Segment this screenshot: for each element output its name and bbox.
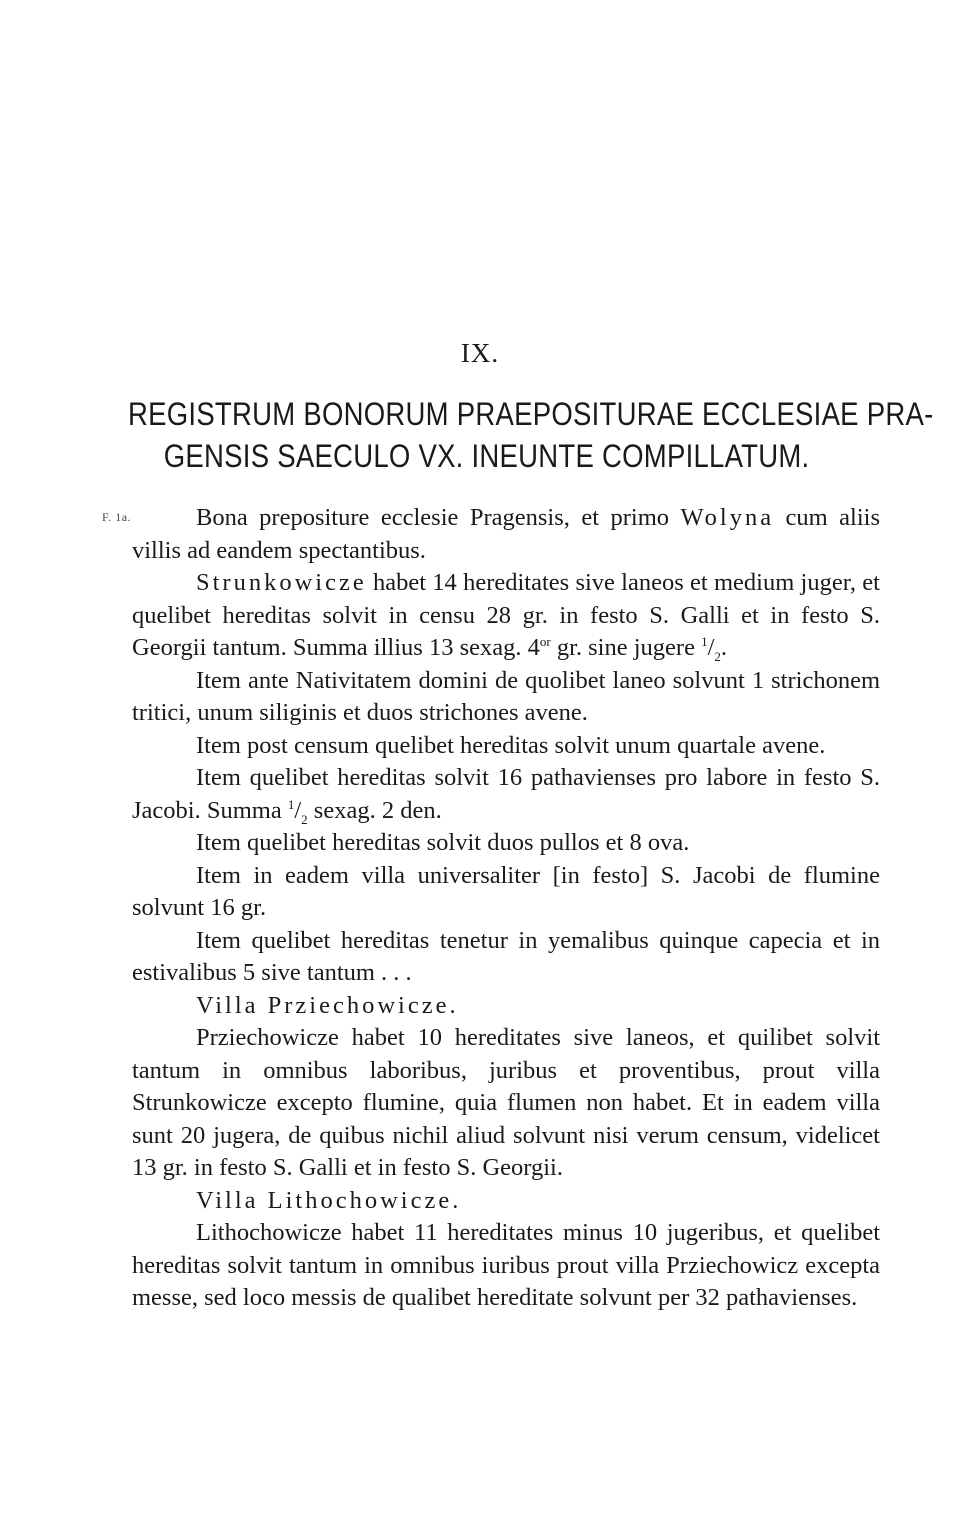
text-run: /: [707, 634, 715, 661]
paragraph: [132, 925, 880, 990]
text-run: Bona prepositure ecclesie Pragensis, et primo: [196, 504, 681, 531]
text-run: Item ante Nativitatem domini de quolibet laneo solvunt 1 strichonem tritici, unum siliginis et duos strichones avene.: [132, 666, 880, 726]
paragraph: [132, 990, 880, 1023]
text-run: Item in eadem villa universaliter [in festo] S. Jacobi de flumine solvunt 16 gr.: [132, 861, 880, 921]
text-run: Item post censum quelibet hereditas solvit unum quartale avene.: [196, 731, 826, 759]
body-text: [132, 502, 880, 1315]
paragraph: [132, 860, 880, 925]
paragraph: [132, 730, 880, 763]
place-name: Wolyna: [680, 504, 775, 531]
paragraph: [132, 567, 880, 665]
place-name: Villa Lithochowicze.: [196, 1186, 462, 1214]
place-name: Strunkowicze: [196, 569, 367, 596]
text-run: gr. sine jugere: [550, 634, 702, 661]
title-line-1: REGISTRUM BONORUM PRAEPOSITURAE ECCLESIAE PRA-: [128, 396, 934, 432]
text-run: /: [294, 796, 302, 824]
text-run: cum aliis villis ad eandem spectantibus.: [132, 504, 880, 564]
title-line-2: GENSIS SAECULO VX. INEUNTE COMPILLATUM.: [163, 438, 810, 474]
text-run: 2: [714, 648, 721, 664]
paragraph: [132, 827, 880, 860]
chapter-number: IX.: [460, 338, 500, 368]
text-run: Prziechowicze habet 10 hereditates sive laneos, et quilibet solvit tantum in omnibus laboribus, juribus et proventibus, prout villa Strunkowicze excepto flumine, quia flumen non habet. Et in eadem villa sunt 20 jugera, de quibus nichil aliud solvunt nisi verum censum, videlicet 13 gr. in festo S. Galli et in festo S. Georgii.: [132, 1024, 880, 1181]
text-run: or: [539, 633, 551, 649]
paragraph: [132, 665, 880, 730]
text-run: 1: [287, 796, 295, 812]
paragraph: [132, 1022, 880, 1185]
text-run: Item quelibet hereditas solvit 16 pathavienses pro labore in festo S. Jacobi. Summa: [132, 764, 880, 824]
paragraph: [132, 1217, 880, 1315]
paragraph: [132, 762, 880, 827]
text-run: sexag. 2 den.: [307, 796, 442, 824]
paragraph: [132, 502, 880, 567]
document-title: [128, 393, 934, 477]
text-run: Lithochowicze habet 11 hereditates minus 10 jugeribus, et quelibet hereditas solvit tantum in omnibus iuribus prout villa Prziechowicz excepta messe, sed loco messis de qualibet hereditate solvunt per 32 pathavienses.: [132, 1219, 880, 1311]
text-run: 1: [701, 633, 708, 649]
text-run: Item quelibet hereditas tenetur in yemalibus quinque capecia et in estivalibus 5 sive tantum . . .: [132, 926, 880, 986]
text-run: 2: [301, 811, 308, 827]
margin-folio-note: F. 1a.: [102, 510, 132, 524]
text-run: .: [720, 634, 728, 661]
place-name: Villa Prziechowicze.: [196, 991, 459, 1019]
text-run: habet 14 hereditates sive laneos et medium juger, et quelibet hereditas solvit in censu 28 gr. in festo S. Galli et in festo S. Georgii tantum. Summa illius 13 sexag. 4: [132, 569, 880, 661]
paragraph: [132, 1185, 880, 1218]
text-run: Item quelibet hereditas solvit duos pullos et 8 ova.: [196, 829, 690, 856]
